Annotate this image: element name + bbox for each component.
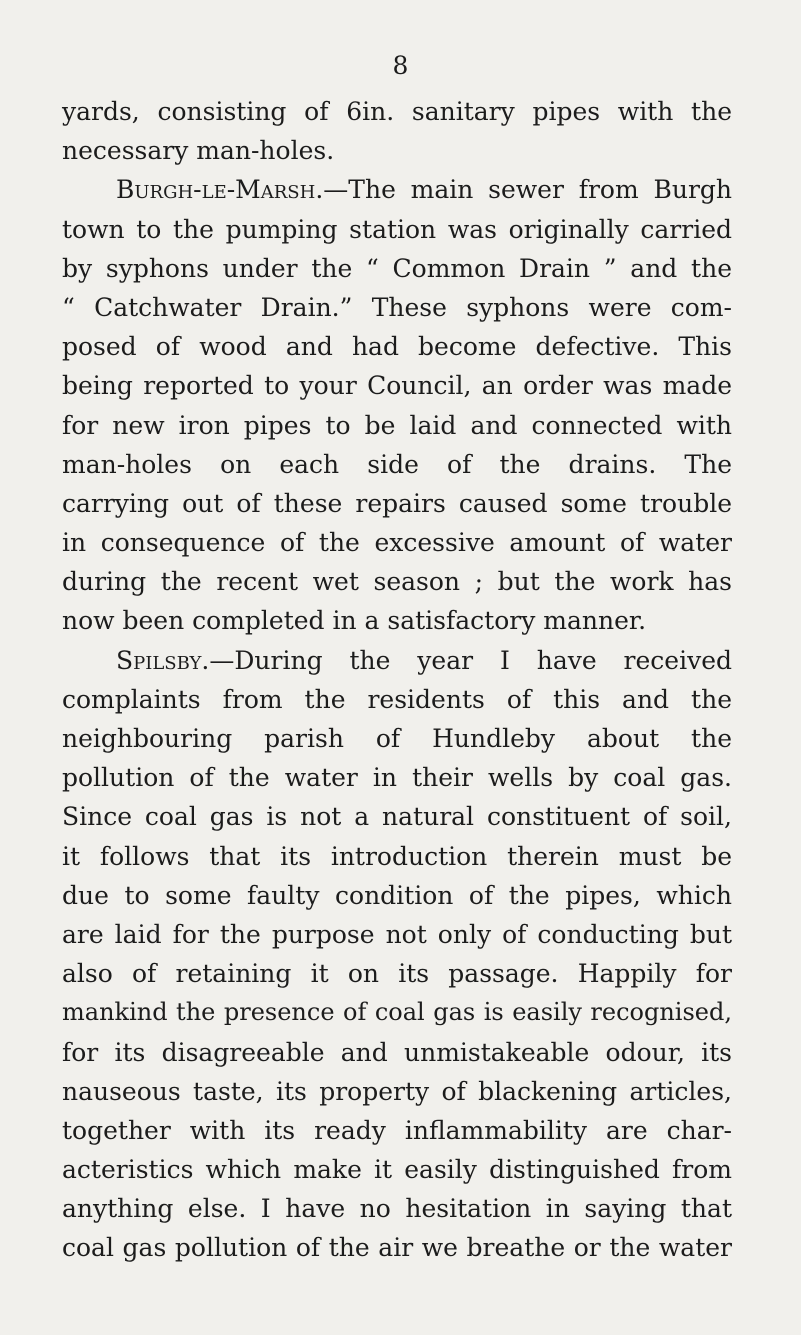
paragraph-first-line bbox=[62, 170, 732, 209]
text-line: by syphons under the “ Common Drain ” and the bbox=[62, 253, 732, 283]
text-line: coal gas pollution of the air we breathe or the water bbox=[62, 1233, 732, 1263]
body-text bbox=[62, 92, 732, 1268]
section-heading-burgh-le-marsh: Burgh-le-Marsh. bbox=[116, 175, 324, 205]
text-line: “ Catchwater Drain.” These syphons were com- bbox=[62, 292, 732, 322]
text-line: complaints from the residents of this and the bbox=[62, 684, 732, 714]
text-line: mankind the presence of coal gas is easily recognised, bbox=[62, 998, 732, 1027]
text-line: together with its ready inflammability are char- bbox=[62, 1115, 732, 1145]
text-line: due to some faulty condition of the pipes, which bbox=[62, 880, 732, 910]
page-number: 8 bbox=[392, 51, 409, 80]
text-line: pollution of the water in their wells by coal gas. bbox=[62, 763, 732, 793]
text-line: neighbouring parish of Hundleby about the bbox=[62, 724, 732, 753]
text-line-lead: —During the year I have received bbox=[209, 645, 732, 675]
text-line: for its disagreeable and unmistakeable odour, its bbox=[62, 1037, 732, 1067]
text-line: nauseous taste, its property of blackening articles, bbox=[62, 1076, 732, 1106]
text-line-lead: —The main sewer from Burgh bbox=[323, 175, 732, 205]
text-line: in consequence of the excessive amount of water bbox=[62, 528, 732, 558]
paragraph-first-line bbox=[62, 641, 732, 680]
text-line: anything else. I have no hesitation in saying that bbox=[62, 1194, 732, 1224]
section-heading-spilsby: Spilsby. bbox=[116, 645, 210, 675]
text-line: posed of wood and had become defective. This bbox=[62, 332, 732, 362]
text-line: now been completed in a satisfactory manner. bbox=[62, 606, 647, 636]
text-line: carrying out of these repairs caused some trouble bbox=[62, 488, 732, 518]
text-line: for new iron pipes to be laid and connected with bbox=[62, 410, 732, 440]
text-line: Since coal gas is not a natural constituent of soil, bbox=[62, 802, 732, 832]
text-line: acteristics which make it easily distinguished from bbox=[62, 1155, 732, 1185]
text-line: yards, consisting of 6in. sanitary pipes with the bbox=[62, 97, 732, 126]
text-line: being reported to your Council, an order was made bbox=[62, 371, 732, 401]
text-line: it follows that its introduction therein must be bbox=[62, 841, 732, 871]
text-line: also of retaining it on its passage. Happily for bbox=[62, 959, 732, 989]
text-line: during the recent wet season ; but the work has bbox=[62, 567, 732, 597]
text-line: are laid for the purpose not only of conducting but bbox=[62, 919, 732, 949]
text-line: town to the pumping station was originally carried bbox=[62, 214, 732, 244]
text-line: necessary man-holes. bbox=[62, 136, 335, 166]
text-line: man-holes on each side of the drains. The bbox=[62, 449, 732, 479]
